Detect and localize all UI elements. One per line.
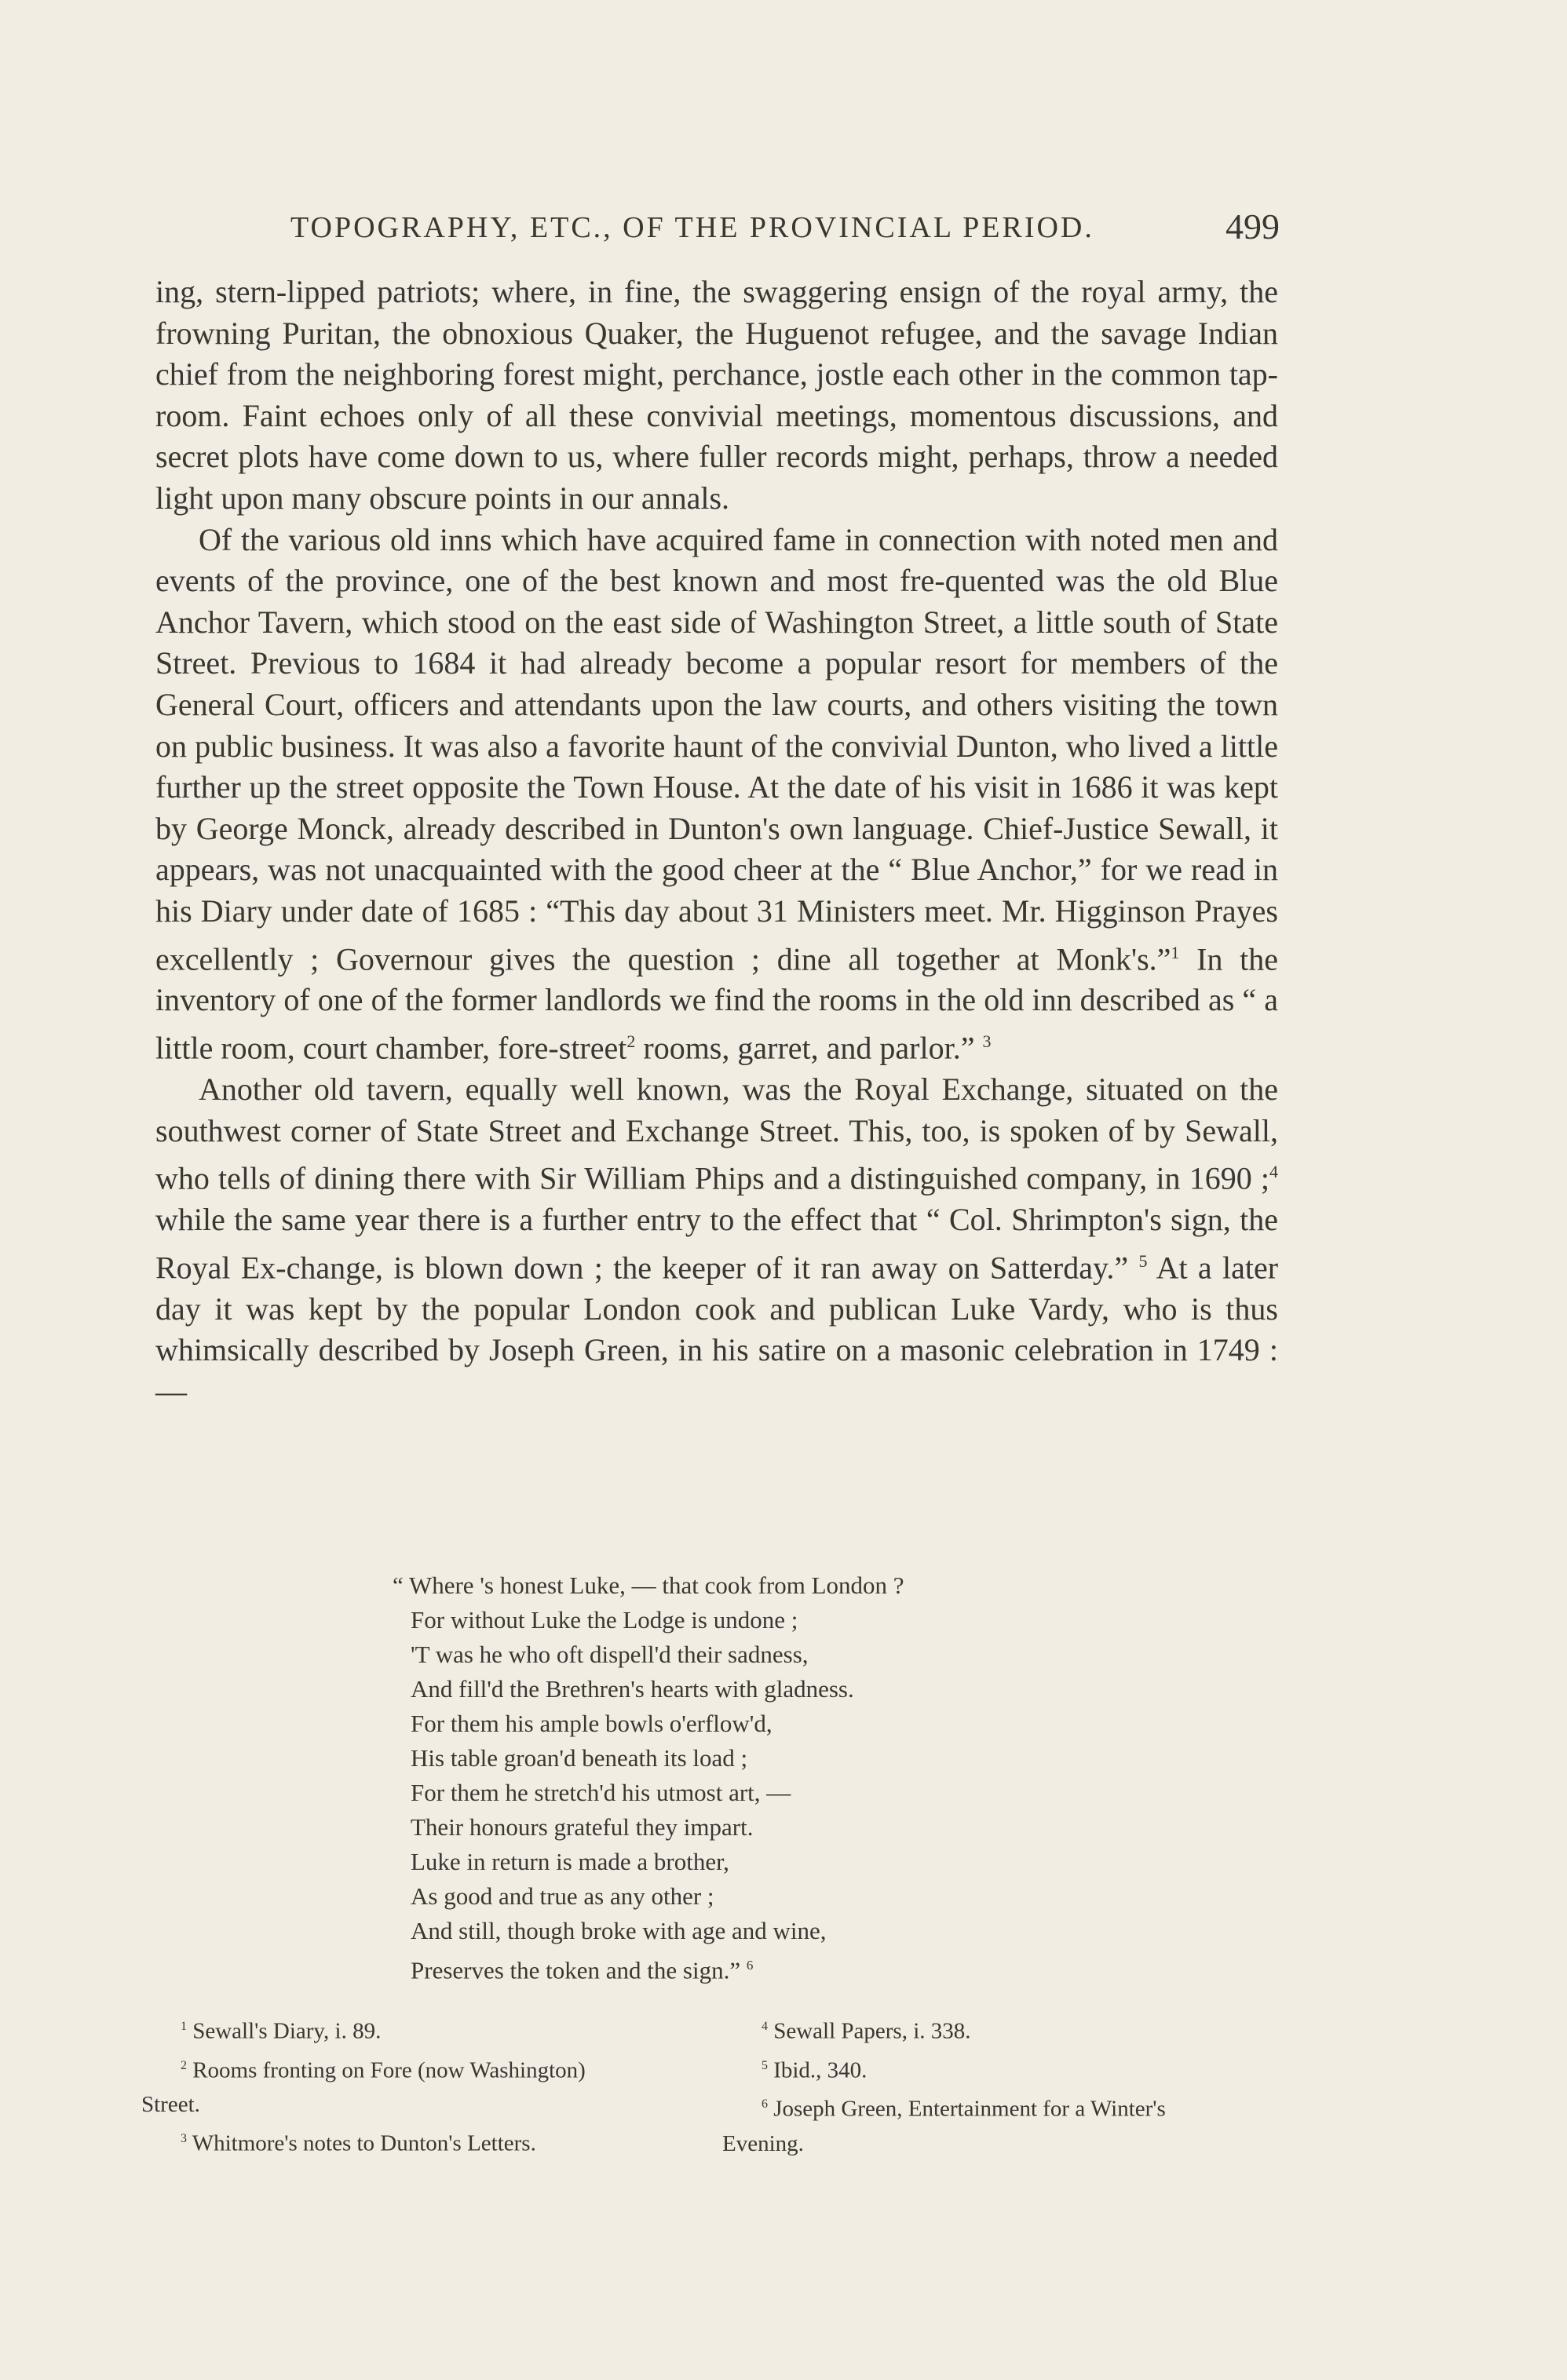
footnote [141, 2122, 722, 2161]
footnote-number: 6 [762, 2097, 768, 2112]
paragraph-text: Of the various old inns which have acquired fame in connection with noted men and events of the province, one of the best known and most fre-quented was the old Blue Anchor Tavern, which stood on the east side of Washington Street, a little south of State Street. Previous to 1684 it had already become a popular resort for members of the General Court, officers and attendants upon the law courts, and others visiting the town on public business. It was also a favorite haunt of the convivial Dunton, who lived a little further up the street opposite the Town House. At the date of his visit in 1686 it was kept by George Monck, already described in Dunton's own language. Chief-Justice Sewall, it appears, was not unacquainted with the good cheer at the “ Blue Anchor,” for we read in his Diary under date of 1685 : “This day about 31 Ministers meet. Mr. Higginson Prayes excellently ; Governour gives the question ; dine all together at Monk's.” [155, 521, 1278, 976]
footnote-mark: 1 [1171, 942, 1180, 962]
verse-line: His table groan'd beneath its load ; [411, 1744, 748, 1772]
verse-line [393, 1948, 1099, 1988]
footnote-mark: 2 [626, 1031, 636, 1052]
footnote-number: 3 [181, 2132, 187, 2146]
footnote-mark: 6 [746, 1958, 754, 1973]
footnote-continued [722, 2126, 1295, 2161]
verse-quotation [393, 1568, 1099, 1988]
footnote [722, 2009, 1295, 2049]
footnote-text: Sewall Papers, i. 338. [773, 2018, 971, 2044]
paragraph-text: At a later day it was kept by the popular London cook and publican Luke Vardy, who is thus whimsically described by Joseph Green, in his satire on a masonic celebration in 1749 : — [155, 1249, 1279, 1409]
paragraph-text: while the same year there is a further entry to the effect that “ Col. Shrimpton's sign, the Royal Ex-change, is blown down ; the keeper of it ran away on Satterday.” [155, 1202, 1278, 1285]
footnote [141, 2009, 722, 2049]
paragraph-text: In the inventory of one of the former landlords we find the rooms in the old inn described as “ a little room, court chamber, fore-street [155, 940, 1279, 1066]
paragraph-royal-exchange [155, 1069, 1278, 1412]
footnote-continued [141, 2087, 722, 2122]
verse-line: And fill'd the Brethren's hearts with gladness. [411, 1675, 854, 1703]
footnote [722, 2049, 1295, 2088]
body-text [155, 272, 1278, 1412]
footnote-text: Joseph Green, Entertainment for a Winter's [773, 2096, 1166, 2122]
verse-line: “ Where 's honest Luke, — that cook from London ? [393, 1571, 904, 1599]
verse-line: As good and true as any other ; [411, 1882, 714, 1910]
footnote-mark: 3 [982, 1031, 992, 1052]
page-header [157, 203, 1288, 257]
verse-line: For them he stretch'd his utmost art, — [411, 1779, 791, 1806]
paragraph-continued [155, 272, 1278, 520]
footnote [141, 2049, 722, 2088]
verse-line: For them his ample bowls o'erflow'd, [411, 1710, 773, 1737]
verse-line: For without Luke the Lodge is undone ; [411, 1606, 798, 1634]
footnote-number: 1 [181, 2020, 187, 2033]
footnote-text: Sewall's Diary, i. 89. [192, 2018, 382, 2044]
running-title: TOPOGRAPHY, ETC., OF THE PROVINCIAL PERIOD. [290, 211, 1094, 244]
verse-line: Their honours grateful they impart. [411, 1813, 754, 1841]
paragraph-blue-anchor [155, 520, 1278, 1069]
footnote-text: Rooms fronting on Fore (now Washington) [192, 2057, 586, 2083]
verse-text: Preserves the token and the sign.” [411, 1956, 741, 1984]
footnote-number: 4 [762, 2020, 768, 2033]
page-number: 499 [1225, 206, 1280, 246]
paragraph-text: rooms, garret, and parlor.” [643, 1030, 975, 1066]
footnotes-right [722, 2009, 1295, 2161]
footnote-text: Whitmore's notes to Dunton's Letters. [192, 2130, 536, 2156]
footnote-text: Ibid., 340. [773, 2057, 868, 2083]
paragraph-text: Another old tavern, equally well known, was the Royal Exchange, situated on the southwest corner of State Street and Exchange Street. This, too, is spoken of by Sewall, who tells of dining there with Sir William Phips and a distinguished company, in 1690 ; [155, 1071, 1278, 1196]
footnotes-left [141, 2009, 722, 2161]
footnote-mark: 4 [1269, 1162, 1278, 1182]
paragraph-text: ing, stern-lipped patriots; where, in fine, the swaggering ensign of the royal army, the frowning Puritan, the obnoxious Quaker, the Huguenot refugee, and the savage Indian chief from the neighboring forest might, perchance, jostle each other in the common tap-room. Faint echoes only of all these convivial meetings, momentous discussions, and secret plots have come down to us, where fuller records might, perhaps, throw a needed light upon many obscure points in our annals. [155, 274, 1278, 516]
footnote-mark: 5 [1138, 1250, 1148, 1271]
footnote-text: Street. [141, 2092, 200, 2118]
verse-line: Luke in return is made a brother, [411, 1848, 729, 1875]
footnote-text: Evening. [722, 2130, 804, 2156]
verse-line: 'T was he who oft dispell'd their sadness, [411, 1641, 809, 1668]
footnote-number: 2 [181, 2058, 187, 2072]
footnote-number: 5 [762, 2058, 768, 2072]
footnote [722, 2087, 1295, 2126]
verse-line: And still, though broke with age and wine, [411, 1917, 827, 1944]
